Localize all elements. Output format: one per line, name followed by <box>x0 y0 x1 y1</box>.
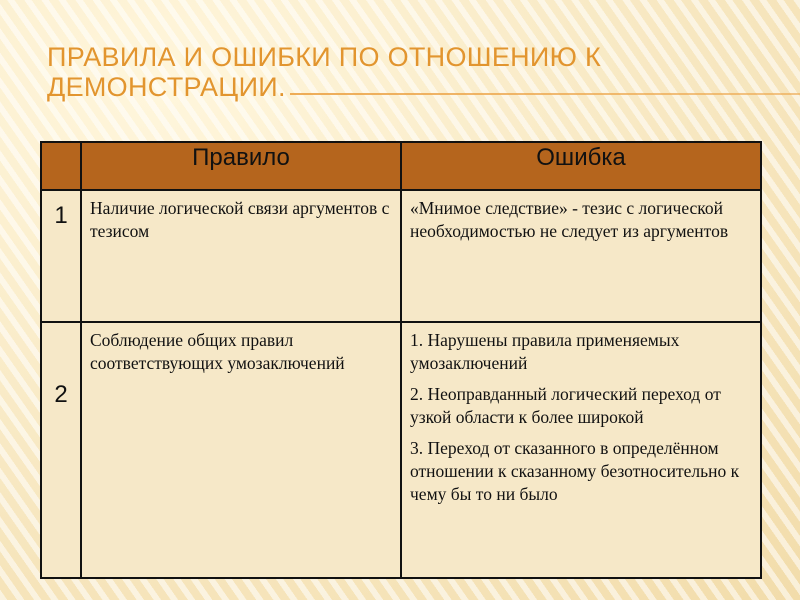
error-cell <box>401 190 761 322</box>
error-text: 3. Переход от сказанного в определённом отношении к сказанному безотносительно к чему бы то ни было <box>410 438 740 504</box>
row-number: 2 <box>54 381 68 408</box>
table-row <box>41 190 761 322</box>
table-row <box>41 322 761 578</box>
header-error: Ошибка <box>401 142 761 190</box>
error-text: 2. Неоправданный логический переход от узкой области к более широкой <box>410 384 721 427</box>
rule-cell <box>81 190 401 322</box>
header-rule: Правило <box>81 142 401 190</box>
error-text: «Мнимое следствие» - тезис с логической необходимостью не следует из аргументов <box>410 198 729 241</box>
rule-text: Наличие логической связи аргументов с тезисом <box>90 198 390 241</box>
rule-cell <box>81 322 401 578</box>
error-text: 1. Нарушены правила применяемых умозаключений <box>410 330 680 373</box>
row-number-cell <box>41 190 81 322</box>
row-number-cell <box>41 322 81 578</box>
table-header-row <box>41 142 761 190</box>
rule-text: Соблюдение общих правил соответствующих умозаключений <box>90 330 345 373</box>
slide-title: ПРАВИЛА И ОШИБКИ ПО ОТНОШЕНИЮ К ДЕМОНСТРАЦИИ. <box>47 42 602 102</box>
row-number: 1 <box>54 202 68 229</box>
header-number <box>41 142 81 190</box>
error-cell <box>401 322 761 578</box>
rules-table <box>40 141 762 579</box>
